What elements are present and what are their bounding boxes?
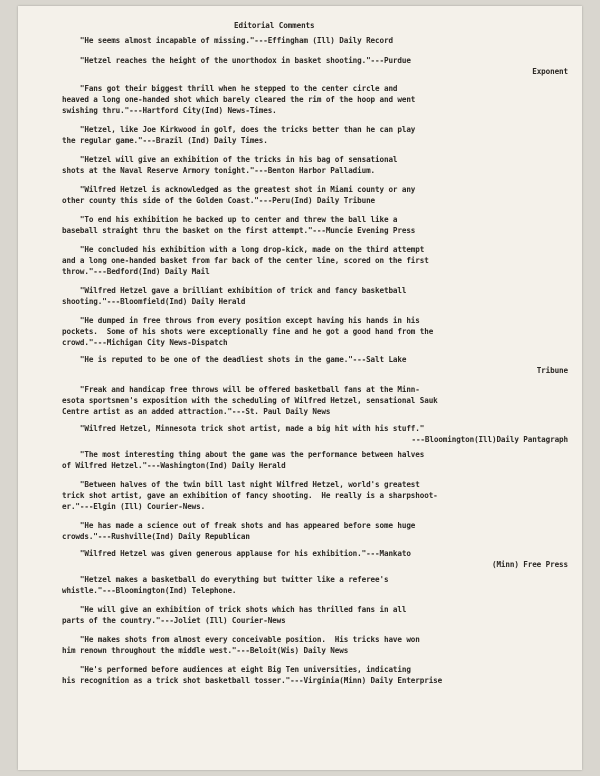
- quote-paragraph: [62, 315, 568, 348]
- quote-line: of Wilfred Hetzel."---Washington(Ind) Daily Herald: [62, 461, 286, 470]
- quote-line: heaved a long one-handed shot which barely cleared the rim of the hoop and went: [62, 95, 416, 104]
- quote-paragraph: [62, 214, 568, 236]
- quote-line: "Between halves of the twin bill last night Wilfred Hetzel, world's greatest: [62, 480, 420, 489]
- quote-line: shots at the Naval Reserve Armory tonight."---Benton Harbor Palladium.: [62, 166, 376, 175]
- quote-paragraph: [62, 184, 568, 206]
- quote-line: "He is reputed to be one of the deadliest shots in the game."---Salt Lake: [62, 355, 407, 364]
- quote-paragraph: [62, 124, 568, 146]
- quote-line: other county this side of the Golden Coast."---Peru(Ind) Daily Tribune: [62, 196, 376, 205]
- quote-line: the regular game."---Brazil (Ind) Daily Times.: [62, 136, 268, 145]
- quote-line: crowds."---Rushville(Ind) Daily Republican: [62, 532, 250, 541]
- quote-paragraph: [62, 244, 568, 277]
- quote-line: (Minn) Free Press: [491, 560, 568, 569]
- document-page: [18, 6, 582, 770]
- quote-line: "Wilfred Hetzel gave a brilliant exhibition of trick and fancy basketball: [62, 286, 407, 295]
- quote-line: "He seems almost incapable of missing."---Effingham (Ill) Daily Record: [62, 36, 393, 45]
- quote-paragraph: [62, 285, 568, 307]
- quote-line: "He makes shots from almost every conceivable position. His tricks have won: [62, 635, 420, 644]
- quote-paragraph: [62, 55, 568, 77]
- quote-line: crowd."---Michigan City News-Dispatch: [62, 338, 228, 347]
- quote-paragraph: [62, 634, 568, 656]
- quote-line: trick shot artist, gave an exhibition of fancy shooting. He really is a sharpshoot-: [62, 491, 438, 500]
- quote-line: parts of the country."---Joliet (Ill) Courier-News: [62, 616, 286, 625]
- quote-line: throw."---Bedford(Ind) Daily Mail: [62, 267, 210, 276]
- quote-line: "The most interesting thing about the game was the performance between halves: [62, 450, 425, 459]
- quote-line: pockets. Some of his shots were exceptionally fine and he got a good hand from the: [62, 327, 434, 336]
- quote-line: Exponent: [532, 67, 568, 76]
- quote-line: swishing thru."---Hartford City(Ind) News-Times.: [62, 106, 277, 115]
- quote-paragraph: [62, 664, 568, 686]
- quote-paragraph: [62, 520, 568, 542]
- quote-paragraph: [62, 449, 568, 471]
- quote-line: "Hetzel will give an exhibition of the tricks in his bag of sensational: [62, 155, 398, 164]
- quote-line: "Hetzel reaches the height of the unorthodox in basket shooting."---Purdue: [62, 56, 411, 65]
- document-body: [62, 20, 568, 686]
- quote-line: whistle."---Bloomington(Ind) Telephone.: [62, 586, 237, 595]
- quote-line: er."---Elgin (Ill) Courier-News.: [62, 502, 206, 511]
- page-title: Editorial Comments: [234, 21, 315, 30]
- quote-line: "Fans got their biggest thrill when he stepped to the center circle and: [62, 84, 398, 93]
- quote-line: "He dumped in free throws from every position except having his hands in his: [62, 316, 420, 325]
- quote-line: and a long one-handed basket from far back of the center line, scored on the first: [62, 256, 429, 265]
- quote-line: "Hetzel, like Joe Kirkwood in golf, does the tricks better than he can play: [62, 125, 416, 134]
- quote-line: baseball straight thru the basket on the first attempt."---Muncie Evening Press: [62, 226, 416, 235]
- quote-paragraph: [62, 154, 568, 176]
- quote-line: Centre artist as an added attraction."---St. Paul Daily News: [62, 407, 331, 416]
- quote-line: "He will give an exhibition of trick shots which has thrilled fans in all: [62, 605, 407, 614]
- quote-line: "Wilfred Hetzel was given generous applause for his exhibition."---Mankato: [62, 549, 411, 558]
- quote-line: Tribune: [536, 366, 568, 375]
- quote-paragraph: [62, 354, 568, 376]
- quote-paragraph: [62, 83, 568, 116]
- quote-paragraph: [62, 479, 568, 512]
- quote-line: shooting."---Bloomfield(Ind) Daily Herald: [62, 297, 246, 306]
- quote-line: "Wilfred Hetzel is acknowledged as the greatest shot in Miami county or any: [62, 185, 416, 194]
- quote-paragraph: [62, 548, 568, 570]
- quote-line: "He has made a science out of freak shots and has appeared before some huge: [62, 521, 416, 530]
- quote-line: "To end his exhibition he backed up to center and threw the ball like a: [62, 215, 398, 224]
- quote-line: "Wilfred Hetzel, Minnesota trick shot artist, made a big hit with his stuff.": [62, 424, 425, 433]
- quote-paragraph: [62, 35, 568, 46]
- quote-line: ---Bloomington(Ill)Daily Pantagraph: [411, 435, 568, 444]
- quote-line: "Freak and handicap free throws will be offered basketball fans at the Minn-: [62, 385, 420, 394]
- quote-line: esota sportsmen's exposition with the scheduling of Wilfred Hetzel, sensational Sauk: [62, 396, 438, 405]
- quote-paragraph: [62, 423, 568, 445]
- quote-line: "He's performed before audiences at eight Big Ten universities, indicating: [62, 665, 411, 674]
- quote-paragraph: [62, 574, 568, 596]
- quote-paragraph: [62, 384, 568, 417]
- quote-line: "Hetzel makes a basketball do everything but twitter like a referee's: [62, 575, 389, 584]
- quote-line: "He concluded his exhibition with a long drop-kick, made on the third attempt: [62, 245, 425, 254]
- quote-line: his recognition as a trick shot basketball tosser."---Virginia(Minn) Daily Enterprise: [62, 676, 443, 685]
- quote-line: him renown throughout the middle west."---Beloit(Wis) Daily News: [62, 646, 349, 655]
- quote-paragraph: [62, 604, 568, 626]
